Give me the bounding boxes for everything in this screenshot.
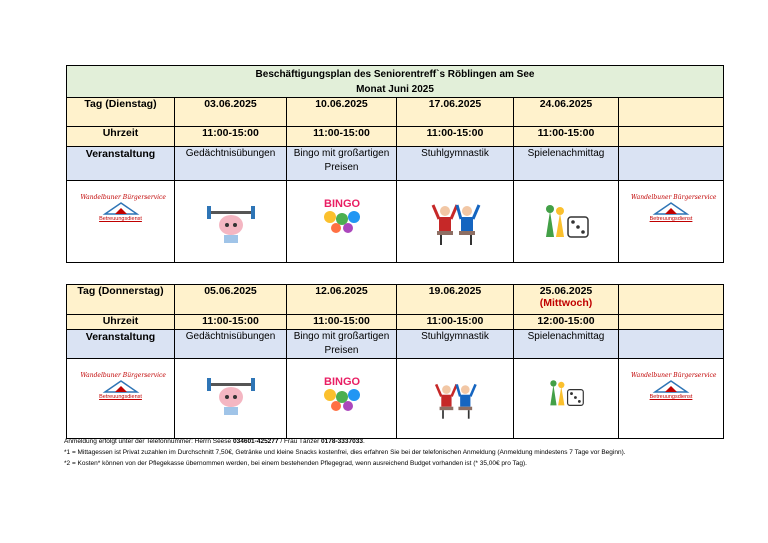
- logo-script-text: Wandelbuner Bürgerservice: [631, 194, 717, 201]
- time-cell: 12:00-15:00: [514, 315, 619, 330]
- event-cell: Stuhlgymnastik: [397, 147, 514, 181]
- empty-cell: [619, 98, 724, 127]
- logo-sub-text: Betreuungsdienst: [649, 216, 693, 222]
- page-title: [67, 66, 724, 98]
- logo-script-text: Wandelbuner Bürgerservice: [631, 372, 717, 379]
- empty-cell: [619, 315, 724, 330]
- time-cell: 11:00-15:00: [397, 315, 514, 330]
- logo-sub-text: Betreuungsdienst: [99, 216, 142, 222]
- logo-script-text: Wandelbuner Bürgerservice: [80, 194, 166, 201]
- empty-cell: [619, 127, 724, 147]
- image-cell: [514, 359, 619, 439]
- event-cell: Gedächtnisübungen: [175, 330, 287, 359]
- registration-note: Anmeldung erfolgt unter der Telefonnummer: Herrn Seese 034601-425277 / Frau Tänzer 0178-3337033.: [64, 438, 365, 445]
- brain-weight-icon: [206, 203, 256, 247]
- image-cell: [175, 181, 287, 263]
- title-line-1: Beschäftigungsplan des Seniorentreff`s Röblingen am See: [255, 69, 535, 80]
- schedule-table-thursday: [66, 284, 724, 439]
- event-cell: Spielenachmittag: [514, 330, 619, 359]
- logo-icon: [631, 372, 717, 416]
- board-game-icon: [538, 197, 594, 243]
- event-cell: Spielenachmittag: [514, 147, 619, 181]
- board-game-icon: [544, 373, 588, 411]
- time-cell: 11:00-15:00: [175, 127, 287, 147]
- image-cell: [397, 359, 514, 439]
- logo-icon: [80, 194, 166, 238]
- logo-icon: [80, 372, 166, 416]
- footnote-2: *2 = Kosten* können von der Pflegekasse übernommen werden, bei einem bestehenden Pflegegrad, wenn ausreichend Budget vorhanden ist (* 35,00€ pro Tag).: [64, 460, 527, 467]
- logo-cell: [619, 359, 724, 439]
- logo-cell: [619, 181, 724, 263]
- date-cell-special: [514, 285, 619, 315]
- date-cell: 03.06.2025: [175, 98, 287, 127]
- logo-cell: [67, 181, 175, 263]
- event-cell: Gedächtnisübungen: [175, 147, 287, 181]
- date-cell: 10.06.2025: [287, 98, 397, 127]
- chair-exercise-icon: [427, 197, 483, 247]
- brain-weight-icon: [206, 375, 256, 419]
- empty-cell: [619, 285, 724, 315]
- date-cell: 24.06.2025: [514, 98, 619, 127]
- image-cell: [514, 181, 619, 263]
- image-cell: [175, 359, 287, 439]
- time-label: Uhrzeit: [67, 315, 175, 330]
- image-cell: [397, 181, 514, 263]
- image-cell: [287, 359, 397, 439]
- event-cell: Stuhlgymnastik: [397, 330, 514, 359]
- date-cell: 17.06.2025: [397, 98, 514, 127]
- date-cell: 12.06.2025: [287, 285, 397, 315]
- event-cell: Bingo mit großartigen Preisen: [287, 147, 397, 181]
- logo-icon: [631, 194, 717, 238]
- event-label: Veranstaltung: [67, 147, 175, 181]
- day-label: Tag (Dienstag): [67, 98, 175, 127]
- event-label: Veranstaltung: [67, 330, 175, 359]
- footnote-1: *1 = Mittagessen ist Privat zuzahlen im Durchschnitt 7,50€, Getränke und kleine Snacks kostenfrei, dies erfahren Sie bei der telefonischen Anmeldung (Anmeldung mindestens 7 Tage vor Beginn).: [64, 449, 626, 456]
- image-cell: [287, 181, 397, 263]
- title-line-2: Monat Juni 2025: [356, 84, 434, 95]
- svg-text:BINGO: BINGO: [323, 376, 360, 388]
- logo-sub-text: Betreuungsdienst: [99, 394, 142, 400]
- schedule-table-tuesday: [66, 65, 724, 263]
- time-cell: 11:00-15:00: [287, 127, 397, 147]
- time-cell: 11:00-15:00: [514, 127, 619, 147]
- event-cell: Bingo mit großartigen Preisen: [287, 330, 397, 359]
- chair-exercise-icon: [431, 377, 479, 421]
- logo-script-text: Wandelbuner Bürgerservice: [80, 372, 166, 379]
- date-note: (Mittwoch): [539, 297, 593, 309]
- logo-cell: [67, 359, 175, 439]
- date-cell: 05.06.2025: [175, 285, 287, 315]
- logo-sub-text: Betreuungsdienst: [649, 394, 693, 400]
- date-value: 25.06.2025: [539, 285, 593, 297]
- date-cell: 19.06.2025: [397, 285, 514, 315]
- phone-number-2: 0178-3337033: [321, 438, 363, 445]
- time-cell: 11:00-15:00: [397, 127, 514, 147]
- empty-cell: [619, 330, 724, 359]
- time-label: Uhrzeit: [67, 127, 175, 147]
- bingo-balls-icon: [320, 195, 364, 235]
- bingo-balls-icon: [320, 373, 364, 413]
- svg-text:BINGO: BINGO: [323, 198, 360, 210]
- time-cell: 11:00-15:00: [175, 315, 287, 330]
- phone-number-1: 034601-425277: [232, 438, 279, 445]
- footnotes: [64, 436, 764, 469]
- empty-cell: [619, 147, 724, 181]
- time-cell: 11:00-15:00: [287, 315, 397, 330]
- day-label: Tag (Donnerstag): [67, 285, 175, 315]
